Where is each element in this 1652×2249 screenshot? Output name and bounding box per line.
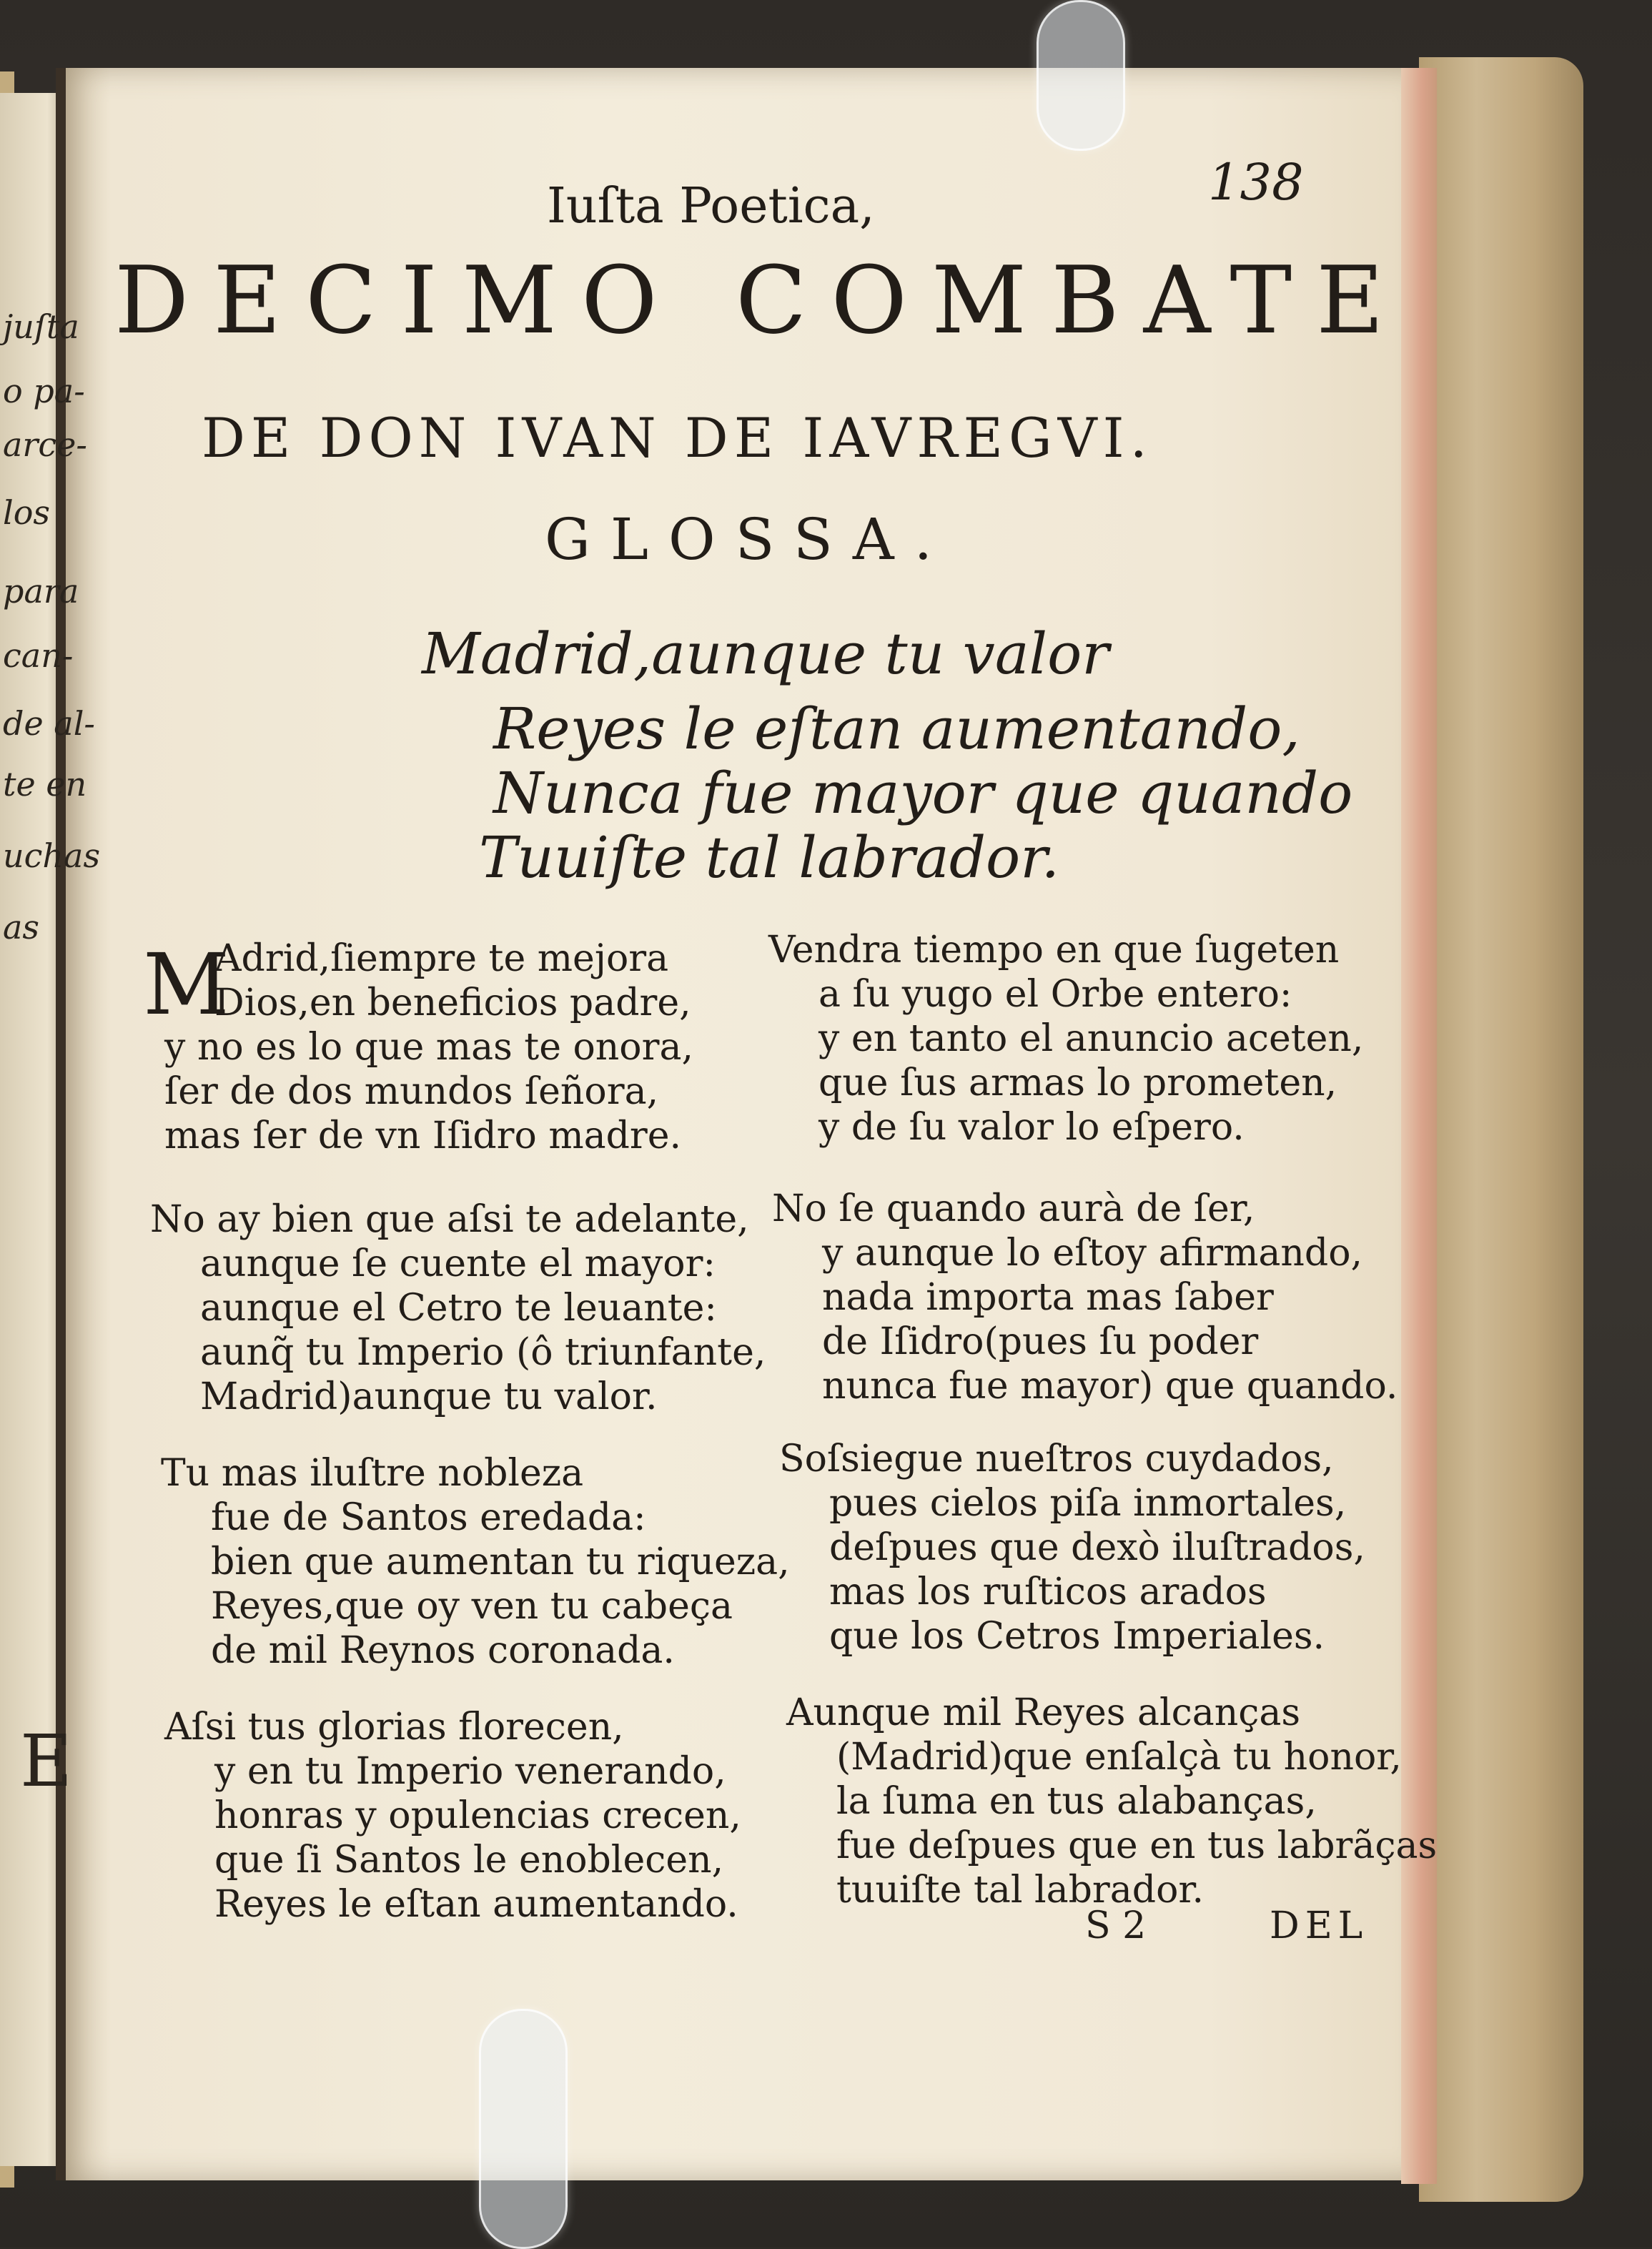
verse-line: Aſsi tus glorias florecen, [164, 1706, 624, 1749]
margin-fragment: para [3, 572, 79, 611]
verse-line: (Madrid)que enſalçà tu honor, [836, 1736, 1402, 1779]
margin-fragment: o pa- [3, 372, 85, 410]
verse-line: de Iſidro(pues ſu poder [822, 1320, 1259, 1363]
verse-line: Tu mas iluſtre nobleza [161, 1452, 584, 1495]
signature-mark: S 2 [1085, 1904, 1147, 1947]
verse-line: Adrid,ſiempre te mejora [214, 937, 669, 980]
verse-line: nunca fue mayor) que quando. [822, 1365, 1398, 1408]
margin-fragment: can- [3, 636, 74, 675]
page-clip-bottom [479, 2009, 568, 2249]
stanza [161, 1451, 790, 1673]
verse-line: ſer de dos mundos ſeñora, [164, 1070, 659, 1113]
verse-line: aunque ſe cuente el mayor: [200, 1242, 716, 1285]
margin-fragment: as [3, 908, 40, 946]
stanza [150, 1197, 766, 1419]
chapter-title: DECIMO COMBATE [114, 246, 1409, 355]
verse-line: aunq̃ tu Imperio (ô triunfante, [200, 1331, 766, 1374]
verse-line: No ay bien que aſsi te adelante, [150, 1198, 749, 1241]
verse-line: mas los ruſticos arados [829, 1571, 1267, 1613]
stanza [786, 1691, 1437, 1912]
verse-line: nada importa mas ſaber [822, 1276, 1274, 1319]
verse-line: y aunque lo eſtoy afirmando, [822, 1232, 1363, 1275]
verse-line: y no es lo que mas te onora, [164, 1026, 693, 1069]
mote-line: Reyes le eſtan aumentando, [493, 696, 1300, 762]
verse-line: fue deſpues que en tus labrãças [836, 1824, 1438, 1867]
verse-line: No ſe quando aurà de ſer, [772, 1187, 1255, 1230]
verse-line: Reyes le eſtan aumentando. [214, 1883, 738, 1926]
verse-line: deſpues que dexò iluſtrados, [829, 1526, 1365, 1569]
verse-line: la ſuma en tus alabanças, [836, 1780, 1317, 1823]
page-number: 138 [1208, 153, 1304, 212]
drop-cap: M [143, 935, 229, 1034]
verse-line: que ſi Santos le enoblecen, [214, 1839, 724, 1882]
stanza [164, 936, 693, 1158]
verse-line: Soſsiegue nueſtros cuydados, [779, 1438, 1334, 1481]
verse-line: fue de Santos eredada: [211, 1496, 646, 1539]
margin-fragment: juſta [3, 307, 79, 346]
mote-line: Madrid,aunque tu valor [422, 621, 1109, 687]
margin-fragment: te en [3, 765, 87, 804]
verse-line: bien que aumentan tu riqueza, [211, 1541, 790, 1583]
margin-fragment: uchas [3, 836, 101, 875]
stanza [779, 1437, 1365, 1659]
verse-line: aunque el Cetro te leuante: [200, 1287, 717, 1330]
verse-line: honras y opulencias crecen, [214, 1794, 741, 1837]
verse-line: Reyes,que oy ven tu cabeça [211, 1585, 733, 1628]
stanza [768, 928, 1363, 1150]
verse-line: que los Cetros Imperiales. [829, 1615, 1325, 1658]
mote-line: Nunca fue mayor que quando [493, 760, 1353, 826]
section-heading: GLOSSA. [545, 506, 953, 573]
stanza [772, 1187, 1398, 1408]
verse-line: Aunque mil Reyes alcanças [786, 1691, 1301, 1734]
verse-line: tuuiſte tal labrador. [836, 1869, 1205, 1912]
stanza [164, 1705, 741, 1927]
margin-fragment: de al- [3, 704, 95, 743]
mote-line: Tuuiſte tal labrador. [479, 824, 1060, 891]
margin-fragment: los [3, 493, 51, 532]
vellum-cover [1419, 57, 1583, 2202]
verse-line: y en tu Imperio venerando, [214, 1750, 726, 1793]
verse-line: pues cielos piſa inmortales, [829, 1482, 1347, 1525]
catchword: DEL [1270, 1904, 1369, 1947]
verse-line: y de ſu valor lo eſpero. [818, 1106, 1245, 1149]
margin-letter: E [20, 1719, 72, 1803]
verse-line: Dios,en beneficios padre, [214, 982, 691, 1024]
page-clip-top [1037, 0, 1125, 151]
verse-line: Madrid)aunque tu valor. [200, 1375, 658, 1418]
verse-line: Vendra tiempo en que ſugeten [768, 929, 1340, 972]
verse-line: a ſu yugo el Orbe entero: [818, 973, 1292, 1016]
running-head: Iuſta Poetica, [547, 178, 875, 234]
verse-line: de mil Reynos coronada. [211, 1629, 675, 1672]
author-line: DE DON IVAN DE IAVREGVI. [202, 406, 1153, 470]
verse-line: que ſus armas lo prometen, [818, 1062, 1337, 1104]
verse-line: y en tanto el anuncio aceten, [818, 1017, 1364, 1060]
margin-fragment: arce- [3, 425, 87, 464]
verse-line: mas ſer de vn Iſidro madre. [164, 1114, 682, 1157]
